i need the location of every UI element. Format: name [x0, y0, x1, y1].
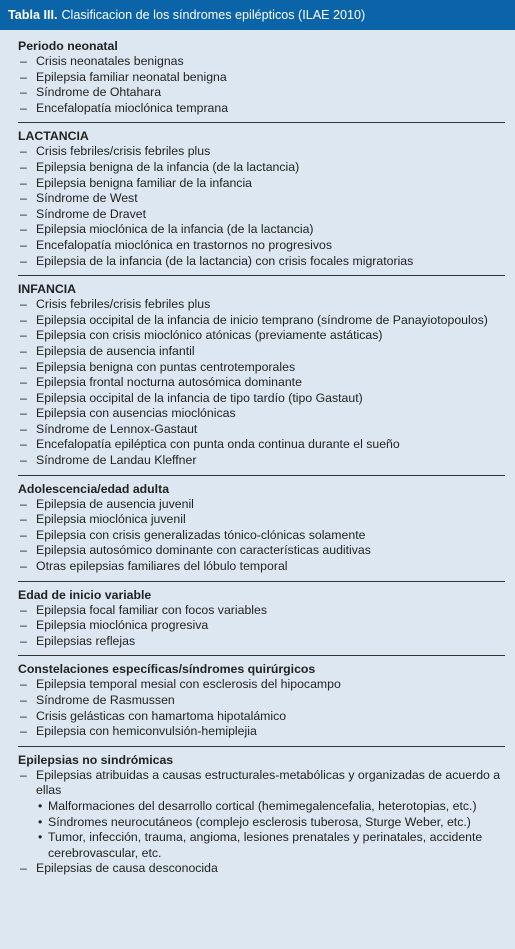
section-title: LACTANCIA [18, 129, 89, 144]
list-item: – Epilepsia autosómico dominante con características auditivas [18, 543, 505, 559]
section-no-sindromicas [18, 753, 505, 883]
list-item: – Síndrome de Rasmussen [18, 693, 505, 709]
sub-list-item: • Síndromes neurocutáneos (complejo esclerosis tuberosa, Sturge Weber, etc.) [18, 815, 505, 831]
list-item: – Epilepsia de ausencia infantil [18, 344, 505, 360]
section-title: Periodo neonatal [18, 39, 118, 53]
list-item: – Epilepsias reflejas [18, 634, 505, 650]
list-item: – Síndrome de Dravet [18, 207, 505, 223]
list-item: – Encefalopatía mioclónica en trastornos no progresivos [18, 238, 505, 254]
list-item: – Epilepsia de ausencia juvenil [18, 497, 505, 513]
list-item: – Epilepsia benigna de la infancia (de la lactancia) [18, 160, 505, 176]
list-item: – Epilepsia mioclónica progresiva [18, 618, 505, 634]
sub-list-item: • Malformaciones del desarrollo cortical (hemimegalencefalia, heterotopias, etc.) [18, 799, 505, 815]
list-item: – Encefalopatía epiléptica con punta onda continua durante el sueño [18, 437, 505, 453]
list-item: – Síndrome de Landau Kleffner [18, 453, 505, 469]
list-item: – Epilepsia mioclónica juvenil [18, 512, 505, 528]
section-periodo-neonatal [18, 39, 505, 123]
section-title: Edad de inicio variable [18, 587, 152, 602]
table-label: Tabla III. [8, 8, 58, 22]
list-item: – Epilepsia occipital de la infancia de inicio temprano (síndrome de Panayiotopoulos) [18, 313, 505, 329]
section-title: Constelaciones específicas/síndromes quirúrgicos [18, 662, 316, 677]
list-item: – Epilepsia occipital de la infancia de tipo tardío (tipo Gastaut) [18, 391, 505, 407]
list-item: – Epilepsia frontal nocturna autosómica dominante [18, 375, 505, 391]
list-item: – Epilepsia de la infancia (de la lactancia) con crisis focales migratorias [18, 254, 505, 270]
list-item: – Crisis febriles/crisis febriles plus [18, 297, 505, 313]
section-edad-variable [18, 588, 505, 657]
sub-list-item: • Tumor, infección, trauma, angioma, lesiones prenatales y perinatales, accidente cerebrovascular, etc. [18, 830, 505, 861]
list-item: – Epilepsia focal familiar con focos variables [18, 603, 505, 619]
section-infancia [18, 282, 505, 476]
list-item: – Síndrome de West [18, 191, 505, 207]
list-item: – Epilepsia con crisis mioclónico atónicas (previamente astáticas) [18, 328, 505, 344]
list-item: – Epilepsia benigna familiar de la infancia [18, 176, 505, 192]
list-item: – Otras epilepsias familiares del lóbulo temporal [18, 559, 505, 575]
list-item: – Epilepsia benigna con puntas centrotemporales [18, 360, 505, 376]
list-item: – Crisis gelásticas con hamartoma hipotalámico [18, 709, 505, 725]
list-item: – Epilepsia familiar neonatal benigna [18, 70, 505, 86]
list-item: – Epilepsia con ausencias mioclónicas [18, 406, 505, 422]
list-item: – Crisis neonatales benignas [18, 54, 505, 70]
section-title: INFANCIA [18, 282, 77, 297]
table-header [0, 0, 515, 30]
table-title: Clasificacion de los síndromes epilépticos (ILAE 2010) [61, 8, 366, 22]
list-item: – Crisis febriles/crisis febriles plus [18, 144, 505, 160]
list-item: – Epilepsia mioclónica de la infancia (de la lactancia) [18, 222, 505, 238]
section-title: Adolescencia/edad adulta [18, 481, 170, 496]
section-title: Epilepsias no sindrómicas [18, 752, 174, 767]
section-adolescencia [18, 482, 505, 582]
list-item: – Epilepsia con hemiconvulsión-hemiplejia [18, 724, 505, 740]
section-lactancia [18, 129, 505, 276]
list-item: – Síndrome de Lennox-Gastaut [18, 422, 505, 438]
list-item: – Epilepsia temporal mesial con esclerosis del hipocampo [18, 677, 505, 693]
list-item: – Epilepsia con crisis generalizadas tónico-clónicas solamente [18, 528, 505, 544]
list-item: – Epilepsias de causa desconocida [18, 861, 505, 877]
list-item: – Encefalopatía mioclónica temprana [18, 101, 505, 117]
table-body [0, 30, 515, 883]
section-constelaciones [18, 662, 505, 746]
list-item: – Epilepsias atribuidas a causas estructurales-metabólicas y organizadas de acuerdo a ellas [18, 768, 505, 799]
list-item: – Síndrome de Ohtahara [18, 85, 505, 101]
